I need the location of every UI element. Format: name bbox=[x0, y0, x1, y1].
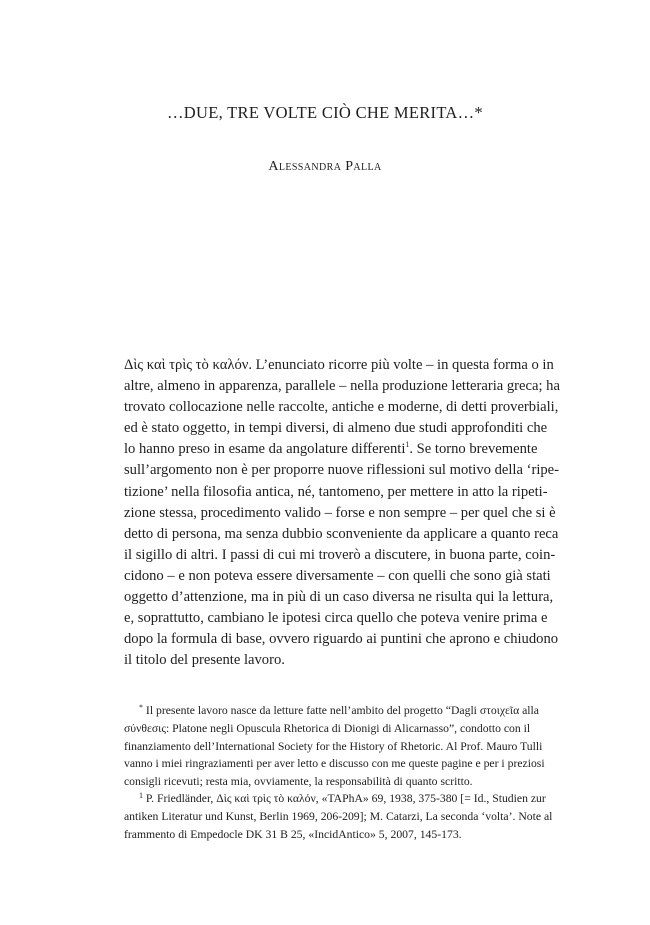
body-line: Δὶς καὶ τρὶς τὸ καλόν. L’enunciato ricorre più volte – in questa forma o in bbox=[124, 357, 554, 373]
body-line-text: . Se torno brevemente bbox=[409, 441, 538, 458]
footnote-one-line: $^1$ P. Friedländer, Δὶς καὶ τρὶς τὸ καλόν, «TAPhA» 69, 1938, 375-380 [= Id., Studien zur bbox=[139, 791, 546, 806]
body-line-text: lo hanno preso in esame da angolature differenti bbox=[124, 441, 406, 458]
body-paragraph bbox=[124, 355, 560, 671]
body-line: tizione’ nella filosofia antica, né, tantomeno, per mettere in atto la ripeti- bbox=[124, 483, 548, 500]
body-line: dopo la formula di base, ovvero riguardo ai puntini che aprono e chiudono bbox=[124, 631, 559, 648]
footnote-star-line: * Il presente lavoro nasce da letture fatte nell’ambito del progetto “Dagli στοιχεῖα alla bbox=[139, 703, 539, 717]
author-name: Alessandra Palla bbox=[268, 159, 382, 174]
footnote-line: antiken Literatur und Kunst, Berlin 1969, 206-209]; M. Catarzi, La seconda ‘volta’. Note al bbox=[124, 810, 553, 824]
body-line: cidono – e non poteva essere diversamente – con quelli che sono già stati bbox=[124, 567, 551, 584]
footnote-one-mark: 1 bbox=[139, 791, 143, 801]
footnote-line: finanziamento dell’International Society for the History of Rhetoric. Al Prof. Mauro Tulli bbox=[124, 739, 543, 753]
footnote-line: vanno i miei ringraziamenti per aver letto e discusso con me queste pagine e per i preziosi bbox=[124, 757, 545, 771]
footnote-ref[interactable]: 1 bbox=[405, 440, 410, 450]
footnote-line: consigli ricevuti; resta mia, ovviamente, la responsabilità di quanto scritto. bbox=[124, 774, 473, 788]
footnote-star-mark: * bbox=[139, 703, 143, 712]
body-line: zione stessa, procedimento valido – forse e non sempre – per quel che si è bbox=[124, 504, 556, 521]
body-line: altre, almeno in apparenza, parallele – nella produzione letteraria greca; ha bbox=[124, 378, 560, 395]
body-line: il titolo del presente lavoro. bbox=[124, 652, 285, 669]
footnotes bbox=[124, 702, 553, 843]
body-line: e, soprattutto, cambiano le ipotesi circa quello che poteva venire prima e bbox=[124, 610, 548, 627]
body-line: oggetto d’attenzione, ma in più di un caso diversa ne risulta qui la lettura, bbox=[124, 589, 554, 606]
footnote-line: frammento di Empedocle DK 31 B 25, «IncidAntico» 5, 2007, 145-173. bbox=[124, 827, 462, 841]
body-line: il sigillo di altri. I passi di cui mi troverò a discutere, in buona parte, coin- bbox=[124, 546, 556, 563]
body-line: detto di persona, ma senza dubbio sconveniente da applicare a quanto reca bbox=[124, 525, 559, 542]
article-title: …DUE, TRE VOLTE CIÒ CHE MERITA…* bbox=[167, 103, 483, 122]
body-line: sull’argomento non è per proporre nuove riflessioni sul motivo della ‘ripe- bbox=[124, 462, 560, 479]
body-line bbox=[124, 439, 538, 460]
body-line: trovato collocazione nelle raccolte, antiche e moderne, di detti proverbiali, bbox=[124, 399, 559, 416]
body-line: ed è stato oggetto, in tempi diversi, di almeno due studi approfonditi che bbox=[124, 420, 548, 437]
footnote-line: σύνθεσις: Platone negli Opuscula Rhetorica di Dionigi di Alicarnasso”, condotto con il bbox=[124, 722, 531, 736]
